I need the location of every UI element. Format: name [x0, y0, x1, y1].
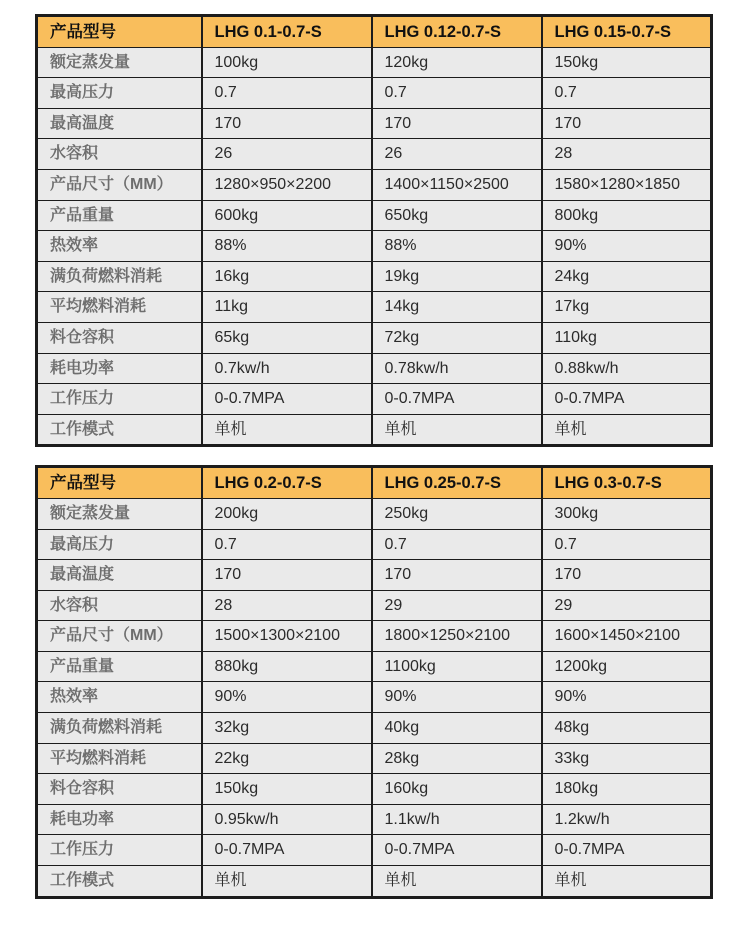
row-label-cell: 产品尺寸（MM）: [37, 169, 202, 200]
row-label-cell: 平均燃料消耗: [37, 743, 202, 774]
spec-row: [37, 866, 712, 898]
spec-value-cell: 800kg: [542, 200, 712, 231]
spec-value-cell: 17kg: [542, 292, 712, 323]
model-header-cell: LHG 0.3-0.7-S: [542, 467, 712, 499]
row-label-cell: 工作模式: [37, 414, 202, 446]
spec-value-cell: 88%: [202, 231, 372, 262]
spec-value-cell: 48kg: [542, 713, 712, 744]
spec-value-cell: 1400×1150×2500: [372, 169, 542, 200]
row-label-cell: 水容积: [37, 139, 202, 170]
spec-value-cell: 180kg: [542, 774, 712, 805]
row-label-cell: 平均燃料消耗: [37, 292, 202, 323]
row-label-cell: 耗电功率: [37, 353, 202, 384]
spec-row: [37, 414, 712, 446]
spec-row: [37, 621, 712, 652]
spec-value-cell: 1500×1300×2100: [202, 621, 372, 652]
spec-row: [37, 713, 712, 744]
spec-value-cell: 单机: [372, 414, 542, 446]
spec-value-cell: 170: [202, 560, 372, 591]
model-header-cell: LHG 0.25-0.7-S: [372, 467, 542, 499]
spec-row: [37, 322, 712, 353]
row-label-cell: 满负荷燃料消耗: [37, 713, 202, 744]
spec-value-cell: 88%: [372, 231, 542, 262]
row-label-cell: 热效率: [37, 682, 202, 713]
spec-value-cell: 90%: [542, 682, 712, 713]
spec-value-cell: 33kg: [542, 743, 712, 774]
model-header-cell: LHG 0.1-0.7-S: [202, 16, 372, 48]
spec-value-cell: 170: [372, 560, 542, 591]
spec-value-cell: 0-0.7MPA: [372, 384, 542, 415]
row-label-cell: 额定蒸发量: [37, 47, 202, 78]
row-label-cell: 料仓容积: [37, 774, 202, 805]
spec-value-cell: 120kg: [372, 47, 542, 78]
spec-value-cell: 22kg: [202, 743, 372, 774]
spec-row: [37, 743, 712, 774]
spec-value-cell: 90%: [542, 231, 712, 262]
spec-value-cell: 单机: [372, 866, 542, 898]
model-header-cell: LHG 0.12-0.7-S: [372, 16, 542, 48]
spec-row: [37, 353, 712, 384]
row-label-cell: 耗电功率: [37, 804, 202, 835]
row-label-cell: 工作模式: [37, 866, 202, 898]
row-label-cell: 工作压力: [37, 384, 202, 415]
spec-value-cell: 0.7: [372, 529, 542, 560]
spec-row: [37, 169, 712, 200]
row-label-cell: 最高温度: [37, 108, 202, 139]
row-label-cell: 产品尺寸（MM）: [37, 621, 202, 652]
spec-value-cell: 29: [372, 590, 542, 621]
row-label-cell: 满负荷燃料消耗: [37, 261, 202, 292]
spec-row: [37, 139, 712, 170]
spec-value-cell: 1800×1250×2100: [372, 621, 542, 652]
spec-value-cell: 0.78kw/h: [372, 353, 542, 384]
spec-value-cell: 1600×1450×2100: [542, 621, 712, 652]
spec-value-cell: 0.7: [542, 529, 712, 560]
spec-row: [37, 47, 712, 78]
row-label-cell: 热效率: [37, 231, 202, 262]
spec-value-cell: 1.1kw/h: [372, 804, 542, 835]
spec-value-cell: 880kg: [202, 651, 372, 682]
spec-row: [37, 651, 712, 682]
spec-row: [37, 231, 712, 262]
spec-row: [37, 804, 712, 835]
header-label-cell: 产品型号: [37, 16, 202, 48]
spec-value-cell: 11kg: [202, 292, 372, 323]
model-header-cell: LHG 0.2-0.7-S: [202, 467, 372, 499]
row-label-cell: 料仓容积: [37, 322, 202, 353]
spec-row: [37, 498, 712, 529]
spec-value-cell: 170: [202, 108, 372, 139]
spec-value-cell: 32kg: [202, 713, 372, 744]
spec-value-cell: 28: [542, 139, 712, 170]
spec-value-cell: 单机: [542, 866, 712, 898]
spec-value-cell: 100kg: [202, 47, 372, 78]
spec-value-cell: 650kg: [372, 200, 542, 231]
spec-row: [37, 682, 712, 713]
spec-value-cell: 0-0.7MPA: [202, 835, 372, 866]
spec-value-cell: 160kg: [372, 774, 542, 805]
spec-value-cell: 单机: [202, 866, 372, 898]
spec-row: [37, 261, 712, 292]
row-label-cell: 工作压力: [37, 835, 202, 866]
spec-value-cell: 29: [542, 590, 712, 621]
spec-value-cell: 90%: [372, 682, 542, 713]
spec-row: [37, 108, 712, 139]
spec-value-cell: 19kg: [372, 261, 542, 292]
spec-value-cell: 0.7: [202, 529, 372, 560]
spec-value-cell: 200kg: [202, 498, 372, 529]
spec-value-cell: 28kg: [372, 743, 542, 774]
spec-value-cell: 170: [542, 108, 712, 139]
spec-value-cell: 72kg: [372, 322, 542, 353]
spec-value-cell: 170: [542, 560, 712, 591]
spec-value-cell: 150kg: [542, 47, 712, 78]
spec-row: [37, 200, 712, 231]
model-header-row: [37, 16, 712, 48]
spec-value-cell: 单机: [202, 414, 372, 446]
row-label-cell: 产品重量: [37, 651, 202, 682]
spec-value-cell: 110kg: [542, 322, 712, 353]
spec-row: [37, 384, 712, 415]
spec-row: [37, 590, 712, 621]
spec-value-cell: 250kg: [372, 498, 542, 529]
spec-row: [37, 292, 712, 323]
spec-value-cell: 150kg: [202, 774, 372, 805]
spec-row: [37, 835, 712, 866]
spec-value-cell: 300kg: [542, 498, 712, 529]
spec-row: [37, 78, 712, 109]
spec-table-2: [35, 465, 713, 898]
model-header-row: [37, 467, 712, 499]
spec-value-cell: 1580×1280×1850: [542, 169, 712, 200]
spec-value-cell: 1.2kw/h: [542, 804, 712, 835]
spec-row: [37, 529, 712, 560]
spec-value-cell: 65kg: [202, 322, 372, 353]
spec-value-cell: 26: [372, 139, 542, 170]
spec-value-cell: 170: [372, 108, 542, 139]
spec-value-cell: 0.7: [542, 78, 712, 109]
spec-value-cell: 0.7: [372, 78, 542, 109]
spec-value-cell: 14kg: [372, 292, 542, 323]
spec-value-cell: 1200kg: [542, 651, 712, 682]
spec-table-1: [35, 14, 713, 447]
spec-value-cell: 24kg: [542, 261, 712, 292]
spec-value-cell: 1280×950×2200: [202, 169, 372, 200]
spec-value-cell: 1100kg: [372, 651, 542, 682]
spec-value-cell: 0-0.7MPA: [542, 384, 712, 415]
row-label-cell: 最高压力: [37, 529, 202, 560]
spec-value-cell: 0-0.7MPA: [542, 835, 712, 866]
spec-value-cell: 0-0.7MPA: [202, 384, 372, 415]
row-label-cell: 最高温度: [37, 560, 202, 591]
spec-value-cell: 单机: [542, 414, 712, 446]
spec-value-cell: 0.7: [202, 78, 372, 109]
spec-value-cell: 26: [202, 139, 372, 170]
spec-value-cell: 0.7kw/h: [202, 353, 372, 384]
row-label-cell: 水容积: [37, 590, 202, 621]
spec-value-cell: 16kg: [202, 261, 372, 292]
spec-row: [37, 774, 712, 805]
spec-value-cell: 0.95kw/h: [202, 804, 372, 835]
spec-value-cell: 0-0.7MPA: [372, 835, 542, 866]
spec-value-cell: 600kg: [202, 200, 372, 231]
tables-container: [35, 14, 712, 899]
spec-value-cell: 28: [202, 590, 372, 621]
spec-value-cell: 40kg: [372, 713, 542, 744]
spec-row: [37, 560, 712, 591]
row-label-cell: 最高压力: [37, 78, 202, 109]
model-header-cell: LHG 0.15-0.7-S: [542, 16, 712, 48]
row-label-cell: 产品重量: [37, 200, 202, 231]
row-label-cell: 额定蒸发量: [37, 498, 202, 529]
spec-value-cell: 90%: [202, 682, 372, 713]
header-label-cell: 产品型号: [37, 467, 202, 499]
spec-value-cell: 0.88kw/h: [542, 353, 712, 384]
